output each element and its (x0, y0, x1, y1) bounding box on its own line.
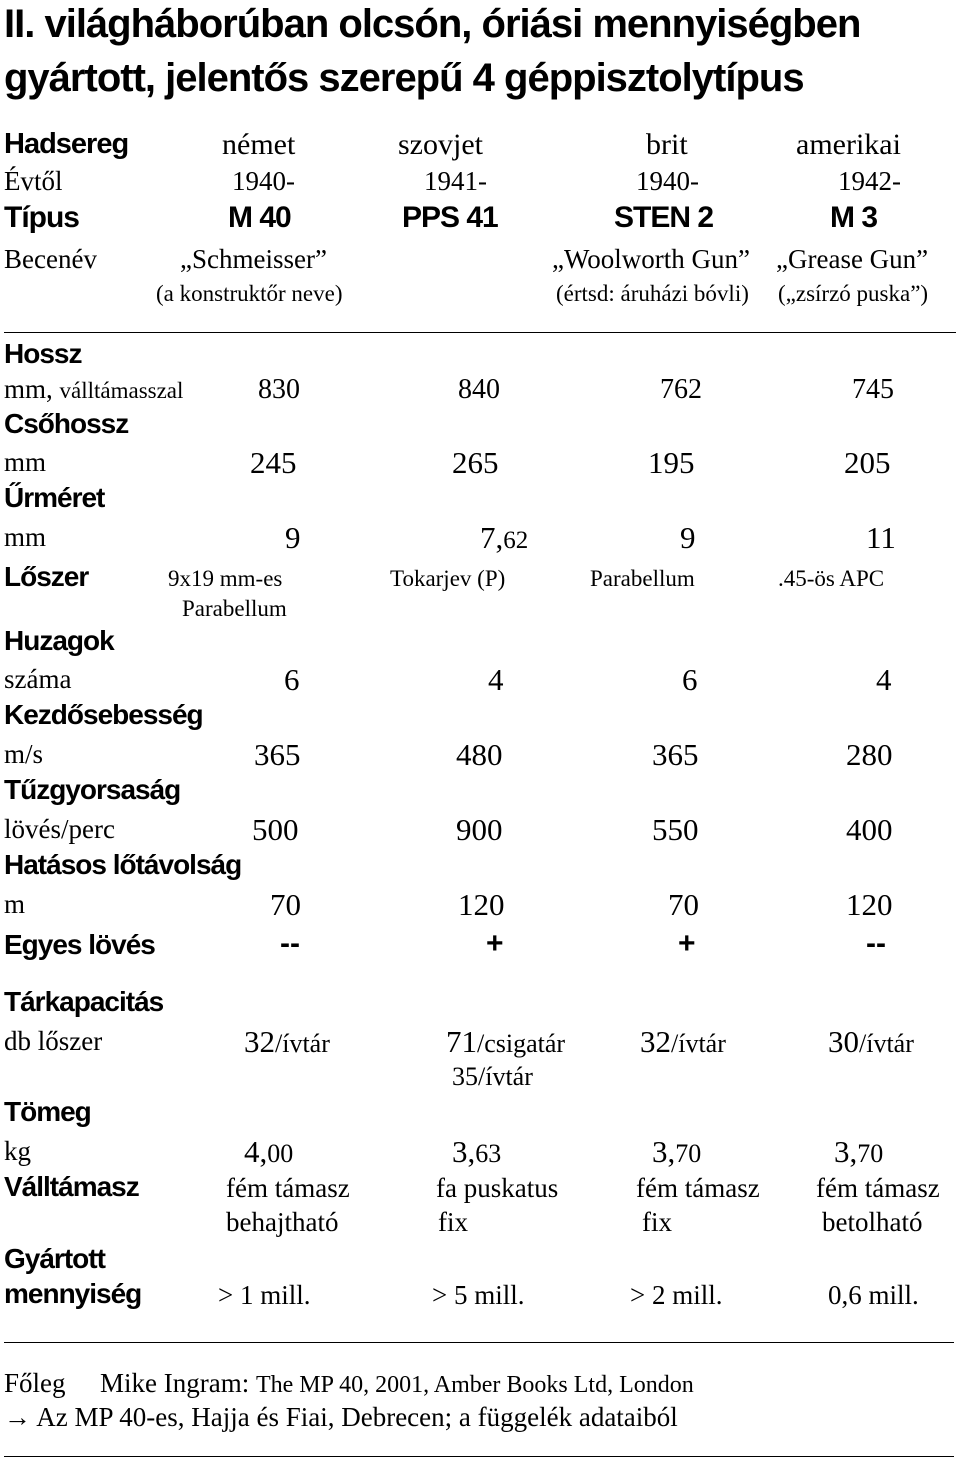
ammo-american: .45-ös APC (778, 566, 885, 591)
magazine-soviet: 71/csigatár (446, 1024, 566, 1059)
section-title-length: Hossz (4, 338, 82, 369)
section-title-rifling: Huzagok (4, 625, 114, 656)
weight-british: 3,70 (652, 1134, 702, 1169)
rate-soviet: 900 (456, 812, 503, 847)
velocity-american: 280 (846, 737, 893, 772)
weight-unit: kg (4, 1136, 31, 1166)
stock-american: fém támasz (816, 1173, 940, 1203)
rate-american: 400 (846, 812, 893, 847)
length-unit: mm, válltámasszal (4, 374, 184, 404)
year-american: 1942- (838, 166, 901, 196)
produced-soviet: > 5 mill. (432, 1280, 525, 1310)
rifling-american: 4 (876, 662, 892, 697)
footer-label: Főleg (4, 1368, 66, 1398)
range-american: 120 (846, 887, 893, 922)
section-title-magazine: Tárkapacitás (4, 986, 164, 1017)
rate-british: 550 (652, 812, 699, 847)
magazine-soviet-second-line: 35/ívtár (452, 1062, 533, 1091)
range-unit: m (4, 889, 26, 919)
produced-american: 0,6 mill. (828, 1280, 919, 1310)
section-title-ammo: Lőszer (4, 561, 89, 592)
nickname-british: „Woolworth Gun” (552, 244, 751, 274)
single-fire-british: + (678, 927, 696, 960)
nickname-american: „Grease Gun” (776, 244, 929, 274)
magazine-british: 32/ívtár (640, 1024, 726, 1059)
page-title-line-2: gyártott, jelentős szerepű 4 géppisztolytípus (4, 56, 804, 100)
produced-german: > 1 mill. (218, 1280, 311, 1310)
type-british: STEN 2 (614, 201, 714, 234)
rate-unit: lövés/perc (4, 814, 115, 844)
weight-german: 4,00 (244, 1134, 294, 1169)
divider (4, 1342, 954, 1343)
army-label: Hadsereg (4, 128, 129, 160)
section-title-produced: Gyártott (4, 1243, 105, 1274)
barrel-british: 195 (648, 445, 695, 480)
army-american: amerikai (796, 128, 901, 161)
caliber-soviet: 7,62 (480, 520, 529, 555)
year-british: 1940- (636, 166, 699, 196)
weight-soviet: 3,63 (452, 1134, 502, 1169)
stock-german: fém támasz (226, 1173, 350, 1203)
length-american: 745 (852, 374, 894, 405)
stock-soviet: fa puskatus (436, 1173, 559, 1203)
section-title-rate: Tűzgyorsaság (4, 774, 181, 805)
divider (4, 332, 956, 333)
caliber-german: 9 (285, 520, 301, 555)
section-title-weight: Tömeg (4, 1096, 91, 1127)
single-fire-soviet: + (486, 927, 504, 960)
stock-german-detail: behajtható (226, 1207, 339, 1237)
rifling-soviet: 4 (488, 662, 504, 697)
magazine-german: 32/ívtár (244, 1024, 330, 1059)
section-title-produced-line-2: mennyiség (4, 1278, 142, 1309)
year-soviet: 1941- (424, 166, 487, 196)
rifling-unit: száma (4, 664, 72, 694)
range-british: 70 (668, 887, 699, 922)
nickname-note-american: („zsírzó puska”) (778, 281, 929, 306)
range-soviet: 120 (458, 887, 505, 922)
army-british: brit (646, 128, 688, 161)
ammo-german: 9x19 mm-es (168, 566, 283, 591)
section-title-barrel: Csőhossz (4, 408, 129, 439)
range-german: 70 (270, 887, 301, 922)
velocity-soviet: 480 (456, 737, 503, 772)
weight-american: 3,70 (834, 1134, 884, 1169)
velocity-unit: m/s (4, 739, 44, 769)
section-title-single-fire: Egyes lövés (4, 929, 155, 960)
rifling-german: 6 (284, 662, 300, 697)
caliber-british: 9 (680, 520, 696, 555)
nickname-note-british: (értsd: áruházi bóvli) (556, 281, 749, 306)
footer-second-line: → Az MP 40-es, Hajja és Fiai, Debrecen; a függelék adataiból (4, 1402, 678, 1432)
year-german: 1940- (232, 166, 295, 196)
section-title-caliber: Űrméret (4, 482, 105, 513)
nickname-label: Becenév (4, 244, 97, 274)
stock-british-detail: fix (642, 1207, 672, 1237)
magazine-unit: db lőszer (4, 1026, 103, 1056)
rate-german: 500 (252, 812, 299, 847)
ammo-british: Parabellum (590, 566, 695, 591)
footer-source: Mike Ingram: The MP 40, 2001, Amber Books Ltd, London (100, 1368, 694, 1398)
stock-american-detail: betolható (822, 1207, 923, 1237)
nickname-german: „Schmeisser” (180, 244, 327, 274)
caliber-american: 11 (866, 520, 896, 555)
barrel-german: 245 (250, 445, 297, 480)
length-british: 762 (660, 374, 702, 405)
ammo-soviet: Tokarjev (P) (390, 566, 506, 591)
length-german: 830 (258, 374, 300, 405)
arrow-icon: → (4, 1402, 31, 1432)
single-fire-german: -- (280, 927, 300, 960)
year-label: Évtől (4, 166, 63, 196)
velocity-british: 365 (652, 737, 699, 772)
section-title-range: Hatásos lőtávolság (4, 849, 242, 880)
nickname-note-german: (a konstruktőr neve) (156, 281, 343, 306)
army-german: német (222, 128, 296, 161)
army-soviet: szovjet (398, 128, 483, 161)
type-german: M 40 (228, 201, 291, 234)
barrel-unit: mm (4, 447, 47, 477)
divider (4, 1456, 954, 1457)
barrel-soviet: 265 (452, 445, 499, 480)
section-title-stock: Válltámasz (4, 1171, 139, 1202)
magazine-american: 30/ívtár (828, 1024, 914, 1059)
produced-british: > 2 mill. (630, 1280, 723, 1310)
caliber-unit: mm (4, 522, 47, 552)
ammo-german-second-line: Parabellum (182, 596, 287, 621)
section-title-velocity: Kezdősebesség (4, 699, 203, 730)
single-fire-american: -- (866, 927, 886, 960)
rifling-british: 6 (682, 662, 698, 697)
stock-british: fém támasz (636, 1173, 760, 1203)
length-soviet: 840 (458, 374, 500, 405)
type-american: M 3 (830, 201, 878, 234)
page-title-line-1: II. világháborúban olcsón, óriási mennyiségben (4, 2, 861, 46)
barrel-american: 205 (844, 445, 891, 480)
type-label: Típus (4, 201, 79, 234)
type-soviet: PPS 41 (402, 201, 498, 234)
stock-soviet-detail: fix (438, 1207, 468, 1237)
velocity-german: 365 (254, 737, 301, 772)
